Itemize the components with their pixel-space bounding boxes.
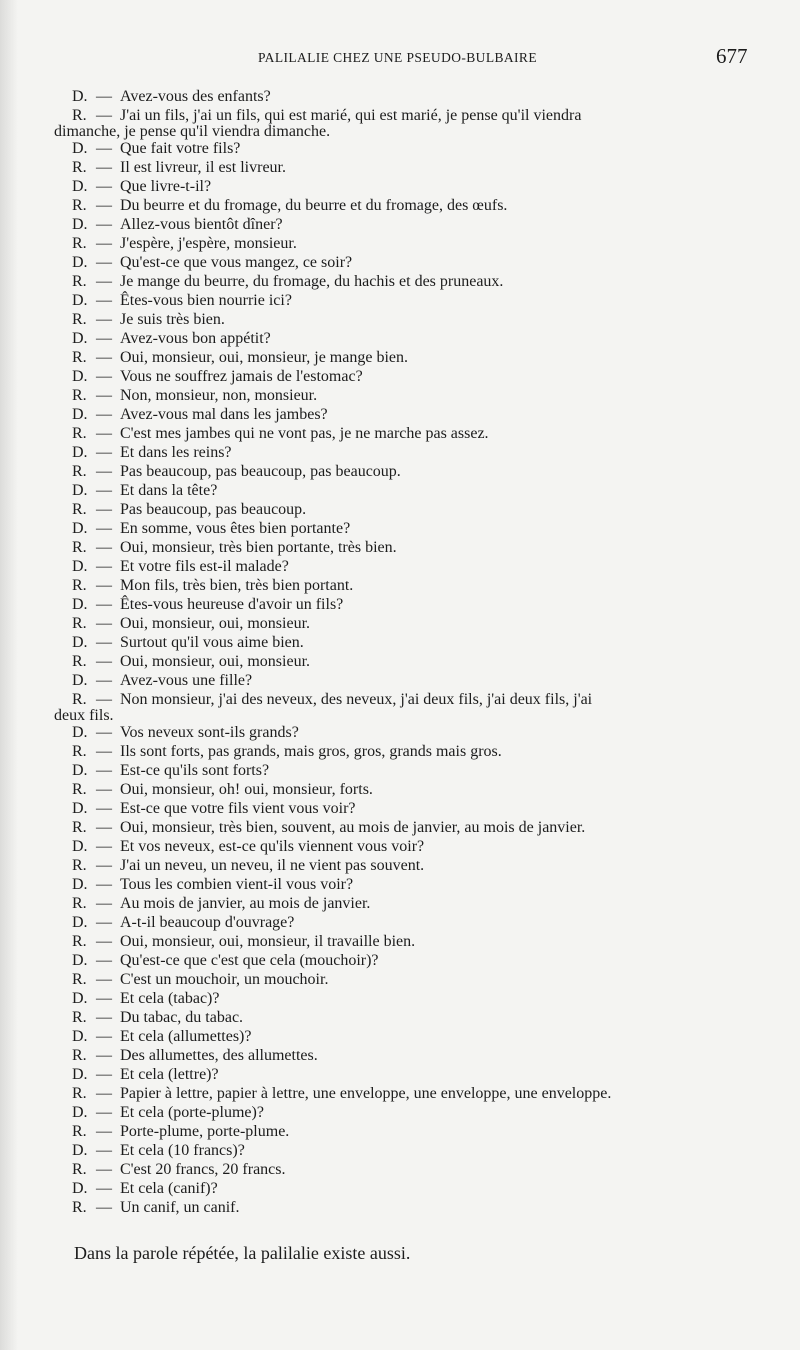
dialogue-dash: — [96, 501, 112, 518]
utterance-text: Oui, monsieur, oui, monsieur, il travaille bien. [120, 933, 416, 950]
speaker-label: D. [72, 216, 88, 233]
dialogue-line [0, 386, 800, 405]
utterance-text: Et cela (allumettes)? [120, 1028, 252, 1045]
dialogue-line [0, 761, 800, 780]
dialogue-dash: — [96, 672, 112, 689]
utterance-text: Et cela (canif)? [120, 1180, 218, 1197]
dialogue-dash: — [96, 1066, 112, 1083]
dialogue-dash: — [96, 952, 112, 969]
dialogue-line [0, 595, 800, 614]
dialogue-dash: — [96, 88, 112, 105]
utterance-text: Allez-vous bientôt dîner? [120, 216, 283, 233]
dialogue-line [0, 348, 800, 367]
dialogue-dash: — [96, 653, 112, 670]
utterance-text: Mon fils, très bien, très bien portant. [120, 577, 354, 594]
dialogue-line [0, 1103, 800, 1122]
dialogue-line [0, 106, 800, 139]
utterance-text: Je mange du beurre, du fromage, du hachis et des pruneaux. [120, 273, 504, 290]
utterance-text: Non monsieur, j'ai des neveux, des neveux, j'ai deux fils, j'ai deux fils, j'ai [120, 691, 593, 708]
dialogue-line [0, 652, 800, 671]
speaker-label: D. [72, 672, 88, 689]
dialogue-line [0, 253, 800, 272]
utterance-text: Et dans la tête? [120, 482, 218, 499]
speaker-label: D. [72, 596, 88, 613]
utterance-text: Et cela (tabac)? [120, 990, 220, 1007]
dialogue-line [0, 424, 800, 443]
dialogue-dash: — [96, 463, 112, 480]
dialogue-line [0, 405, 800, 424]
utterance-text: Papier à lettre, papier à lettre, une enveloppe, une enveloppe, une enveloppe. [120, 1085, 612, 1102]
utterance-text: Qu'est-ce que vous mangez, ce soir? [120, 254, 353, 271]
utterance-text: Des allumettes, des allumettes. [120, 1047, 318, 1064]
speaker-label: D. [72, 558, 88, 575]
dialogue-dash: — [96, 349, 112, 366]
dialogue-dash: — [96, 406, 112, 423]
dialogue-line [0, 1008, 800, 1027]
utterance-text: En somme, vous êtes bien portante? [120, 520, 351, 537]
utterance-text: Un canif, un canif. [120, 1199, 240, 1216]
dialogue-dash: — [96, 933, 112, 950]
speaker-label: D. [72, 762, 88, 779]
dialogue-line [0, 310, 800, 329]
dialogue-dash: — [96, 1142, 112, 1159]
utterance-text: Qu'est-ce que c'est que cela (mouchoir)? [120, 952, 379, 969]
speaker-label: R. [72, 501, 87, 518]
speaker-label: D. [72, 292, 88, 309]
dialogue-dash: — [96, 762, 112, 779]
speaker-label: D. [72, 330, 88, 347]
speaker-label: R. [72, 653, 87, 670]
utterance-text: Avez-vous une fille? [120, 672, 253, 689]
speaker-label: D. [72, 838, 88, 855]
dialogue-line [0, 291, 800, 310]
utterance-text: Et cela (10 francs)? [120, 1142, 245, 1159]
speaker-label: D. [72, 800, 88, 817]
dialogue-dash: — [96, 292, 112, 309]
dialogue-line [0, 177, 800, 196]
speaker-label: D. [72, 952, 88, 969]
speaker-label: R. [72, 895, 87, 912]
dialogue-dash: — [96, 311, 112, 328]
dialogue-dash: — [96, 1028, 112, 1045]
dialogue-dash: — [96, 444, 112, 461]
dialogue-line [0, 462, 800, 481]
speaker-label: R. [72, 107, 87, 124]
dialogue-line [0, 443, 800, 462]
speaker-label: R. [72, 781, 87, 798]
dialogue-line [0, 87, 800, 106]
speaker-label: D. [72, 140, 88, 157]
utterance-text: Avez-vous des enfants? [120, 88, 271, 105]
utterance-text: Êtes-vous heureuse d'avoir un fils? [120, 596, 344, 613]
speaker-label: R. [72, 1161, 87, 1178]
dialogue-dash: — [96, 615, 112, 632]
speaker-label: R. [72, 539, 87, 556]
dialogue-line [0, 671, 800, 690]
dialogue-dash: — [96, 539, 112, 556]
dialogue-dash: — [96, 634, 112, 651]
dialogue-dash: — [96, 197, 112, 214]
dialogue-dash: — [96, 216, 112, 233]
speaker-label: D. [72, 990, 88, 1007]
dialogue-dash: — [96, 800, 112, 817]
utterance-text: C'est un mouchoir, un mouchoir. [120, 971, 329, 988]
speaker-label: R. [72, 273, 87, 290]
dialogue-dash: — [96, 1009, 112, 1026]
dialogue-line [0, 742, 800, 761]
running-title: PALILALIE CHEZ UNE PSEUDO-BULBAIRE [258, 50, 537, 65]
dialogue-line [0, 500, 800, 519]
dialogue-dash: — [96, 1047, 112, 1064]
speaker-label: R. [72, 857, 87, 874]
speaker-label: R. [72, 933, 87, 950]
dialogue-line [0, 970, 800, 989]
dialogue-dash: — [96, 107, 112, 124]
dialogue-line [0, 1046, 800, 1065]
speaker-label: D. [72, 1180, 88, 1197]
dialogue-dash: — [96, 425, 112, 442]
dialogue-line [0, 272, 800, 291]
dialogue-line [0, 633, 800, 652]
utterance-text: Du tabac, du tabac. [120, 1009, 244, 1026]
dialogue-line [0, 1065, 800, 1084]
dialogue-line [0, 614, 800, 633]
utterance-text: Oui, monsieur, oh! oui, monsieur, forts. [120, 781, 373, 798]
speaker-label: R. [72, 349, 87, 366]
utterance-text: Est-ce qu'ils sont forts? [120, 762, 270, 779]
dialogue-line [0, 837, 800, 856]
dialogue [0, 87, 800, 1217]
dialogue-dash: — [96, 254, 112, 271]
speaker-label: R. [72, 1009, 87, 1026]
utterance-text: Et vos neveux, est-ce qu'ils viennent vous voir? [120, 838, 425, 855]
closing-paragraph: Dans la parole répétée, la palilalie existe aussi. [74, 1243, 411, 1263]
dialogue-dash: — [96, 482, 112, 499]
dialogue-dash: — [96, 724, 112, 741]
utterance-text: Oui, monsieur, très bien portante, très bien. [120, 539, 397, 556]
dialogue-line [0, 780, 800, 799]
speaker-label: R. [72, 819, 87, 836]
utterance-text: Tous les combien vient-il vous voir? [120, 876, 354, 893]
dialogue-line [0, 932, 800, 951]
utterance-text: J'espère, j'espère, monsieur. [120, 235, 297, 252]
dialogue-line [0, 1027, 800, 1046]
dialogue-dash: — [96, 159, 112, 176]
speaker-label: D. [72, 520, 88, 537]
dialogue-line [0, 367, 800, 386]
speaker-label: D. [72, 634, 88, 651]
dialogue-dash: — [96, 876, 112, 893]
utterance-text: Oui, monsieur, oui, monsieur, je mange bien. [120, 349, 408, 366]
page-number: 677 [716, 44, 748, 68]
speaker-label: R. [72, 577, 87, 594]
utterance-text: Non, monsieur, non, monsieur. [120, 387, 318, 404]
dialogue-dash: — [96, 520, 112, 537]
dialogue-dash: — [96, 971, 112, 988]
speaker-label: R. [72, 1085, 87, 1102]
dialogue-dash: — [96, 781, 112, 798]
dialogue-line [0, 557, 800, 576]
speaker-label: R. [72, 691, 87, 708]
utterance-text: Avez-vous mal dans les jambes? [120, 406, 328, 423]
utterance-text: Au mois de janvier, au mois de janvier. [120, 895, 371, 912]
dialogue-dash: — [96, 235, 112, 252]
speaker-label: R. [72, 615, 87, 632]
speaker-label: R. [72, 387, 87, 404]
utterance-text: Pas beaucoup, pas beaucoup, pas beaucoup. [120, 463, 401, 480]
speaker-label: D. [72, 88, 88, 105]
utterance-text: Que fait votre fils? [120, 140, 241, 157]
speaker-label: D. [72, 1066, 88, 1083]
utterance-text: Et cela (porte-plume)? [120, 1104, 264, 1121]
dialogue-line [0, 989, 800, 1008]
utterance-text: Êtes-vous bien nourrie ici? [120, 292, 292, 309]
utterance-text: Et dans les reins? [120, 444, 232, 461]
dialogue-line [0, 856, 800, 875]
dialogue-line [0, 951, 800, 970]
dialogue-dash: — [96, 577, 112, 594]
dialogue-line [0, 196, 800, 215]
utterance-text: Surtout qu'il vous aime bien. [120, 634, 304, 651]
speaker-label: D. [72, 178, 88, 195]
utterance-text: C'est 20 francs, 20 francs. [120, 1161, 286, 1178]
dialogue-dash: — [96, 1180, 112, 1197]
speaker-label: D. [72, 1028, 88, 1045]
speaker-label: D. [72, 406, 88, 423]
dialogue-line [0, 875, 800, 894]
dialogue-line [0, 690, 800, 723]
speaker-label: R. [72, 1047, 87, 1064]
dialogue-line [0, 1160, 800, 1179]
dialogue-line [0, 818, 800, 837]
speaker-label: R. [72, 159, 87, 176]
speaker-label: R. [72, 1123, 87, 1140]
speaker-label: R. [72, 1199, 87, 1216]
dialogue-dash: — [96, 990, 112, 1007]
dialogue-dash: — [96, 558, 112, 575]
dialogue-dash: — [96, 838, 112, 855]
dialogue-line [0, 1084, 800, 1103]
dialogue-line [0, 1179, 800, 1198]
dialogue-dash: — [96, 1085, 112, 1102]
utterance-text: Vos neveux sont-ils grands? [120, 724, 299, 741]
utterance-continuation: dimanche, je pense qu'il viendra dimanche. [54, 123, 331, 140]
dialogue-line [0, 1141, 800, 1160]
speaker-label: D. [72, 1104, 88, 1121]
speaker-label: D. [72, 724, 88, 741]
speaker-label: R. [72, 311, 87, 328]
speaker-label: D. [72, 444, 88, 461]
dialogue-dash: — [96, 330, 112, 347]
speaker-label: D. [72, 254, 88, 271]
utterance-text: Il est livreur, il est livreur. [120, 159, 286, 176]
dialogue-dash: — [96, 895, 112, 912]
dialogue-dash: — [96, 273, 112, 290]
utterance-text: Avez-vous bon appétit? [120, 330, 271, 347]
speaker-label: D. [72, 876, 88, 893]
dialogue-line [0, 481, 800, 500]
speaker-label: D. [72, 914, 88, 931]
utterance-text: Pas beaucoup, pas beaucoup. [120, 501, 307, 518]
dialogue-line [0, 158, 800, 177]
dialogue-line [0, 1122, 800, 1141]
speaker-label: R. [72, 197, 87, 214]
utterance-text: Vous ne souffrez jamais de l'estomac? [120, 368, 363, 385]
utterance-text: Est-ce que votre fils vient vous voir? [120, 800, 356, 817]
running-head [0, 44, 800, 68]
dialogue-dash: — [96, 1104, 112, 1121]
dialogue-dash: — [96, 387, 112, 404]
dialogue-line [0, 913, 800, 932]
speaker-label: R. [72, 743, 87, 760]
dialogue-dash: — [96, 596, 112, 613]
dialogue-line [0, 234, 800, 253]
utterance-text: Je suis très bien. [120, 311, 225, 328]
utterance-text: Et cela (lettre)? [120, 1066, 219, 1083]
speaker-label: R. [72, 463, 87, 480]
utterance-text: Oui, monsieur, très bien, souvent, au mois de janvier, au mois de janvier. [120, 819, 586, 836]
dialogue-line [0, 538, 800, 557]
dialogue-line [0, 139, 800, 158]
dialogue-line [0, 519, 800, 538]
dialogue-dash: — [96, 743, 112, 760]
utterance-text: Du beurre et du fromage, du beurre et du fromage, des œufs. [120, 197, 508, 214]
utterance-text: C'est mes jambes qui ne vont pas, je ne marche pas assez. [120, 425, 489, 442]
dialogue-dash: — [96, 1199, 112, 1216]
utterance-text: J'ai un fils, j'ai un fils, qui est marié, qui est marié, je pense qu'il viendra [120, 107, 582, 124]
utterance-text: Et votre fils est-il malade? [120, 558, 289, 575]
dialogue-line [0, 894, 800, 913]
dialogue-dash: — [96, 140, 112, 157]
dialogue-line [0, 723, 800, 742]
utterance-continuation: deux fils. [54, 707, 114, 724]
dialogue-line [0, 215, 800, 234]
dialogue-dash: — [96, 914, 112, 931]
utterance-text: Oui, monsieur, oui, monsieur. [120, 653, 311, 670]
speaker-label: R. [72, 425, 87, 442]
dialogue-dash: — [96, 368, 112, 385]
utterance-text: Que livre-t-il? [120, 178, 212, 195]
speaker-label: D. [72, 482, 88, 499]
dialogue-dash: — [96, 691, 112, 708]
speaker-label: D. [72, 1142, 88, 1159]
dialogue-dash: — [96, 857, 112, 874]
dialogue-dash: — [96, 178, 112, 195]
dialogue-line [0, 576, 800, 595]
utterance-text: Porte-plume, porte-plume. [120, 1123, 290, 1140]
utterance-text: A-t-il beaucoup d'ouvrage? [120, 914, 295, 931]
dialogue-line [0, 329, 800, 348]
speaker-label: R. [72, 235, 87, 252]
dialogue-dash: — [96, 819, 112, 836]
dialogue-line [0, 1198, 800, 1217]
speaker-label: R. [72, 971, 87, 988]
utterance-text: J'ai un neveu, un neveu, il ne vient pas souvent. [120, 857, 425, 874]
speaker-label: D. [72, 368, 88, 385]
dialogue-line [0, 799, 800, 818]
dialogue-dash: — [96, 1123, 112, 1140]
utterance-text: Oui, monsieur, oui, monsieur. [120, 615, 311, 632]
utterance-text: Ils sont forts, pas grands, mais gros, gros, grands mais gros. [120, 743, 502, 760]
dialogue-dash: — [96, 1161, 112, 1178]
